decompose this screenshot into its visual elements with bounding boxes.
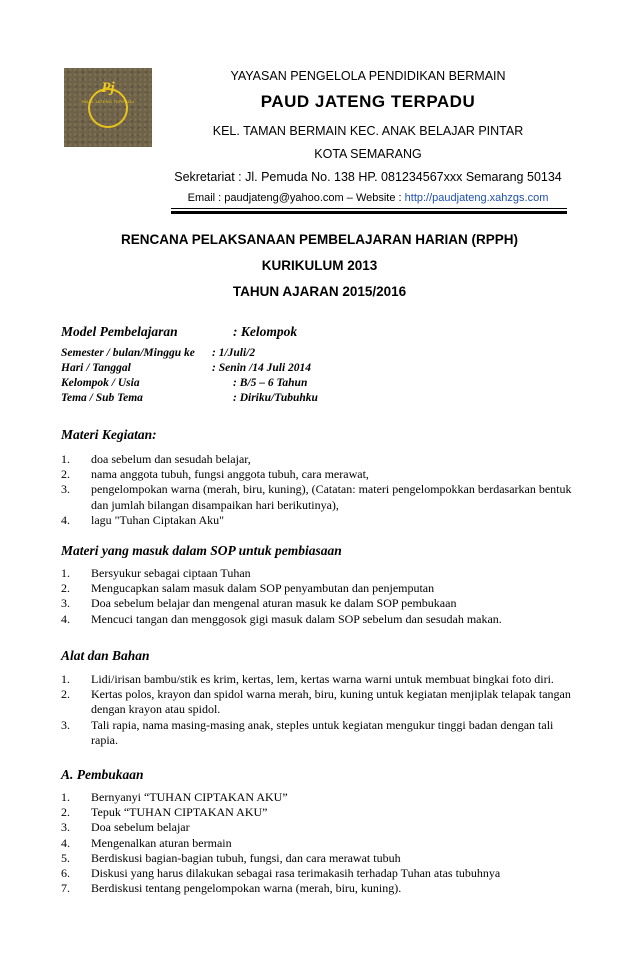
- letterhead-rule-thick: [171, 211, 567, 214]
- list-text: Berdiskusi tentang pengelompokan warna (merah, biru, kuning).: [91, 881, 402, 896]
- list-item: [61, 851, 581, 866]
- list-item: [61, 687, 581, 717]
- hari-label: Hari / Tanggal: [61, 362, 131, 374]
- pembukaan-list: [61, 790, 581, 896]
- letterhead-rule-thin: [171, 208, 567, 209]
- list-text: Doa sebelum belajar dan mengenal aturan masuk ke dalam SOP pembukaan: [91, 596, 457, 611]
- list-text: Diskusi yang harus dilakukan sebagai rasa terimakasih terhadap Tuhan atas tubuhnya: [91, 866, 501, 881]
- list-item: [61, 790, 581, 805]
- tema-label: Tema / Sub Tema: [61, 392, 143, 404]
- list-text: Mengucapkan salam masuk dalam SOP penyambutan dan penjemputan: [91, 581, 435, 596]
- list-text: Tepuk “TUHAN CIPTAKAN AKU”: [91, 805, 268, 820]
- list-item: [61, 820, 581, 835]
- letterhead-city: KOTA SEMARANG: [314, 147, 422, 161]
- list-text: Bernyanyi “TUHAN CIPTAKAN AKU”: [91, 790, 288, 804]
- list-text: nama anggota tubuh, fungsi anggota tubuh, cara merawat,: [91, 467, 369, 482]
- list-item: [61, 718, 581, 748]
- document-title: RENCANA PELAKSANAAN PEMBELAJARAN HARIAN (RPPH): [120, 232, 518, 247]
- list-number: 5.: [61, 850, 70, 865]
- list-item: [61, 612, 581, 627]
- kelompok-label: Kelompok / Usia: [61, 377, 140, 389]
- list-text: Doa sebelum belajar: [91, 820, 190, 835]
- materi-kegiatan-list: [61, 452, 581, 528]
- list-text: Berdiskusi bagian-bagian tubuh, fungsi, dan cara merawat tubuh: [91, 850, 401, 865]
- list-item: [61, 581, 581, 596]
- list-number: 2.: [61, 467, 70, 482]
- list-text: Mencuci tangan dan menggosok gigi masuk dalam SOP sebelum dan sesudah makan.: [91, 611, 502, 626]
- model-value: : Kelompok: [233, 324, 298, 339]
- logo-text: Pj: [101, 80, 115, 96]
- list-number: 1.: [61, 672, 70, 686]
- materi-sop-heading: Materi yang masuk dalam SOP untuk pembiasaan: [61, 543, 342, 558]
- semester-value: : 1/Juli/2: [212, 347, 256, 359]
- logo-subtext: PAUD JATENG TERPADU: [81, 99, 135, 104]
- alat-bahan-list: [61, 672, 581, 748]
- letterhead-sekretariat: Sekretariat : Jl. Pemuda No. 138 HP. 081234567xxx Semarang 50134: [174, 170, 562, 184]
- pembukaan-heading: A. Pembukaan: [61, 767, 144, 782]
- list-item: [61, 596, 581, 611]
- list-item: [61, 805, 581, 820]
- list-item: [61, 452, 581, 467]
- hari-value: : Senin /14 Juli 2014: [212, 362, 312, 374]
- list-number: 3.: [61, 596, 70, 611]
- list-number: 6.: [61, 866, 70, 881]
- list-number: 1.: [61, 566, 70, 580]
- list-number: 4.: [61, 611, 70, 626]
- list-text: Bersyukur sebagai ciptaan Tuhan: [91, 566, 251, 580]
- letterhead-org: YAYASAN PENGELOLA PENDIDIKAN BERMAIN: [230, 69, 506, 83]
- letterhead-contact: [168, 192, 568, 204]
- list-item: [61, 482, 581, 512]
- letterhead-title: PAUD JATENG TERPADU: [260, 92, 476, 111]
- list-number: 4.: [61, 512, 70, 527]
- list-text: lagu "Tuhan Ciptakan Aku": [91, 512, 225, 527]
- list-item: [61, 881, 581, 896]
- email-label: Email : paudjateng@yahoo.com – Website :: [187, 192, 405, 204]
- list-number: 2.: [61, 581, 70, 596]
- list-text: Lidi/irisan bambu/stik es krim, kertas, lem, kertas warna warni untuk membuat bingkai foto diri.: [91, 672, 554, 686]
- curriculum-title: KURIKULUM 2013: [261, 258, 378, 273]
- list-item: [61, 513, 581, 528]
- materi-sop-list: [61, 566, 581, 627]
- website-link[interactable]: http://paudjateng.xahzgs.com: [404, 192, 549, 204]
- list-number: 2.: [61, 805, 70, 820]
- organization-logo: [64, 68, 152, 147]
- materi-kegiatan-heading: Materi Kegiatan:: [61, 427, 157, 442]
- list-text: doa sebelum dan sesudah belajar,: [91, 452, 251, 466]
- list-number: 3.: [61, 717, 70, 732]
- list-text: pengelompokan warna (merah, biru, kuning), (Catatan: materi pengelompokkan berdasarkan bentuk dan jumlah bilangan disampaikan hari berikutinya),: [91, 482, 572, 512]
- academic-year-title: TAHUN AJARAN 2015/2016: [232, 284, 407, 299]
- list-number: 4.: [61, 835, 70, 850]
- letterhead-kelurahan: KEL. TAMAN BERMAIN KEC. ANAK BELAJAR PINTAR: [212, 124, 524, 138]
- alat-bahan-heading: Alat dan Bahan: [61, 648, 150, 663]
- list-text: Kertas polos, krayon dan spidol warna merah, biru, kuning untuk kegiatan menjiplak telapak tangan dengan krayon atau spidol.: [91, 687, 571, 717]
- list-number: 1.: [61, 452, 70, 466]
- list-item: [61, 672, 581, 687]
- tema-value: : Diriku/Tubuhku: [233, 392, 318, 404]
- list-number: 2.: [61, 687, 70, 702]
- list-number: 3.: [61, 482, 70, 497]
- semester-label: Semester / bulan/Minggu ke: [61, 347, 195, 359]
- list-item: [61, 836, 581, 851]
- list-item: [61, 866, 581, 881]
- list-number: 7.: [61, 881, 70, 896]
- model-label: Model Pembelajaran: [61, 324, 178, 339]
- list-item: [61, 566, 581, 581]
- list-text: Tali rapia, nama masing-masing anak, steples untuk kegiatan mengukur tinggi badan dengan tali rapia.: [91, 717, 554, 747]
- list-number: 3.: [61, 820, 70, 835]
- list-item: [61, 467, 581, 482]
- list-number: 1.: [61, 790, 70, 804]
- kelompok-value: : B/5 – 6 Tahun: [233, 377, 308, 389]
- list-text: Mengenalkan aturan bermain: [91, 835, 232, 850]
